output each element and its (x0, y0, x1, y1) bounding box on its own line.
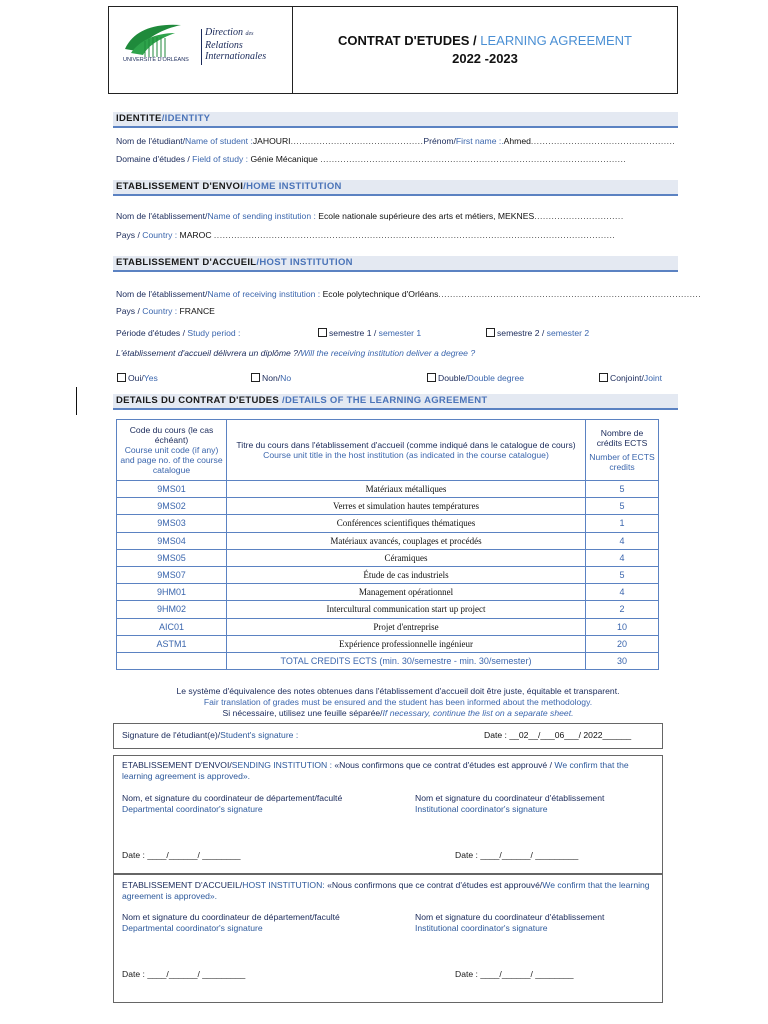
first-name-value[interactable]: Ahmed (503, 136, 531, 146)
non-checkbox[interactable] (251, 373, 260, 382)
course-title[interactable]: Matériaux avancés, couplages et procédés (227, 532, 586, 549)
course-ects[interactable]: 2 (586, 601, 659, 618)
academic-year: 2022 -2023 (452, 51, 518, 66)
sem2-fr: semestre 2 / (497, 328, 547, 338)
host-country-value[interactable]: FRANCE (177, 306, 215, 316)
logo-university-name: UNIVERSITÉ D'ORLÉANS (123, 57, 189, 63)
first-name-label-fr: Prénom/ (423, 136, 456, 146)
non-fr: Non/ (262, 373, 281, 383)
sending-heading-en: SENDING INSTITUTION : (231, 760, 335, 770)
degree-question (116, 348, 475, 358)
home-country-label-fr: Pays / (116, 230, 143, 240)
degree-joint-option[interactable] (599, 373, 662, 383)
col-title-fr: Titre du cours dans l'établissement d'accueil (comme indiqué dans le catalogue de cours) (236, 440, 576, 450)
host-country-label-en: Country : (142, 306, 178, 316)
sending-inst-en: Institutional coordinator's signature (415, 804, 548, 814)
receiving-statement-fr: «Nous confirmons que ce contrat d'études est approuvé/ (327, 880, 543, 890)
receiving-heading-fr: ETABLISSEMENT D'ACCUEIL/ (122, 880, 243, 890)
course-row (117, 618, 659, 635)
receiving-institution-row: Nom de l'établissement/Name of receiving institution : Ecole polytechnique d'Orléans........................................................................................... (116, 289, 702, 299)
logo-line2: Relations (205, 40, 243, 51)
course-row (117, 635, 659, 652)
sending-inst-label-fr: Nom de l'établissement/ (116, 211, 208, 221)
logo-mark-icon (123, 19, 193, 59)
oui-en: Yes (143, 373, 158, 383)
receiving-inst-label-en: Name of receiving institution : (207, 289, 321, 299)
home-heading-en: /HOME INSTITUTION (243, 181, 342, 192)
col-ects-fr: Nombre de crédits ECTS (596, 428, 648, 448)
details-heading (113, 394, 678, 410)
course-code[interactable]: 9HM01 (117, 584, 227, 601)
semester2-option[interactable] (486, 328, 589, 338)
note-line3-fr: Si nécessaire, utilisez une feuille séparée/ (222, 708, 383, 718)
sending-institution-row: Nom de l'établissement/Name of sending institution : Ecole nationale supérieure des arts et métiers, MEKNES............................... (116, 211, 624, 221)
course-row (117, 515, 659, 532)
degree-question-fr: L'établissement d'accueil délivrera un diplôme ?/ (116, 348, 301, 358)
sending-inst-fr: Nom et signature du coordinateur d'établissement (415, 793, 605, 803)
home-country-label-en: Country : (142, 230, 178, 240)
course-ects[interactable]: 4 (586, 549, 659, 566)
courses-table-header (117, 420, 659, 481)
document-title (293, 7, 677, 93)
sem2-en: semester 2 (546, 328, 590, 338)
sending-date-dept[interactable]: Date : ____/______/ ________ (122, 850, 241, 860)
student-name-value[interactable]: JAHOURI (252, 136, 291, 146)
identity-heading-en: /IDENTITY (161, 113, 211, 124)
receiving-date-dept[interactable]: Date : ____/______/ _________ (122, 969, 246, 979)
oui-checkbox[interactable] (117, 373, 126, 382)
degree-double-option[interactable] (427, 373, 524, 383)
total-value: 30 (586, 652, 659, 669)
field-label-fr: Domaine d'études / (116, 154, 193, 164)
degree-oui-option[interactable] (117, 373, 158, 383)
course-row (117, 601, 659, 618)
text-cursor (76, 387, 77, 415)
sending-heading-fr: ETABLISSEMENT D'ENVOI/ (122, 760, 232, 770)
oui-fr: Oui/ (128, 373, 144, 383)
name-label-fr: Nom de l'étudiant/ (116, 136, 185, 146)
semester1-option[interactable] (318, 328, 421, 338)
course-code[interactable]: 9MS04 (117, 532, 227, 549)
sending-dept-fr: Nom, et signature du coordinateur de département/faculté (122, 793, 343, 803)
receiving-inst-label-fr: Nom de l'établissement/ (116, 289, 208, 299)
joint-fr: Conjoint/ (610, 373, 644, 383)
course-ects[interactable]: 5 (586, 498, 659, 515)
note-line2: Fair translation of grades must be ensured and the student has been informed about the methodology. (203, 697, 593, 707)
receiving-statement-en: We confirm that the learning agreement is approved». (122, 880, 650, 901)
course-code[interactable]: 9HM02 (117, 601, 227, 618)
note-line3 (113, 708, 683, 719)
sending-statement-fr: «Nous confirmons que ce contrat d'études est approuvé / (334, 760, 555, 770)
details-heading-en: /DETAILS OF THE LEARNING AGREEMENT (282, 395, 488, 406)
student-name-row: Nom de l'étudiant/Name of student :JAHOURI..............................................Prénom/First name :.Ahmed.................................................. (116, 136, 676, 146)
logo-line3: Internationales (205, 51, 267, 62)
course-code[interactable]: 9MS05 (117, 549, 227, 566)
period-label-en: Study period : (187, 328, 241, 338)
semester1-checkbox[interactable] (318, 328, 327, 337)
field-label-en: Field of study : (192, 154, 249, 164)
course-title[interactable]: Matériaux métalliques (227, 481, 586, 498)
home-heading-fr: ETABLISSEMENT D'ENVOI (116, 181, 244, 192)
sending-institution-value[interactable]: Ecole nationale supérieure des arts et métiers, MEKNES (315, 211, 535, 221)
course-title[interactable]: Céramiques (227, 549, 586, 566)
col-ects-en: Number of ECTS credits (589, 452, 655, 472)
identity-heading (113, 112, 678, 128)
course-code[interactable]: 9MS07 (117, 566, 227, 583)
course-code[interactable]: 9MS02 (117, 498, 227, 515)
course-code[interactable]: 9MS01 (117, 481, 227, 498)
course-row (117, 532, 659, 549)
student-signature-box (113, 723, 663, 749)
col-title-en: Course unit title in the host institution (as indicated in the course catalogue) (263, 450, 549, 460)
period-label-fr: Période d'études / (116, 328, 188, 338)
degree-non-option[interactable] (251, 373, 291, 383)
document-header (108, 6, 678, 94)
course-code[interactable]: AIC01 (117, 618, 227, 635)
host-heading-fr: ETABLISSEMENT D'ACCUEIL (116, 257, 257, 268)
home-institution-heading (113, 180, 678, 196)
course-title[interactable]: Management opérationnel (227, 584, 586, 601)
logo-line1: Direction (205, 27, 243, 38)
course-row (117, 584, 659, 601)
course-ects[interactable]: 4 (586, 584, 659, 601)
receiving-dept-en: Departmental coordinator's signature (122, 923, 263, 933)
host-country-row (116, 306, 215, 316)
first-name-label-en: First name :. (455, 136, 504, 146)
sem1-fr: semestre 1 / (329, 328, 379, 338)
field-of-study-value[interactable]: Génie Mécanique (248, 154, 318, 164)
sending-date-inst[interactable]: Date : ____/______/ _________ (455, 850, 579, 860)
details-heading-fr: DETAILS DU CONTRAT D'ETUDES (116, 395, 282, 406)
note-line3-en: If necessary, continue the list on a separate sheet. (382, 708, 574, 718)
field-of-study-row: Domaine d'études / Field of study : Génie Mécanique .......................................................................................................... (116, 154, 627, 164)
course-title[interactable]: Étude de cas industriels (227, 566, 586, 583)
sem1-en: semester 1 (378, 328, 422, 338)
receiving-date-inst[interactable]: Date : ____/______/ ________ (455, 969, 574, 979)
identity-heading-fr: IDENTITE (116, 113, 162, 124)
degree-question-en: Will the receiving institution deliver a degree ? (300, 348, 476, 358)
course-title[interactable]: Verres et simulation hautes températures (227, 498, 586, 515)
title-en: LEARNING AGREEMENT (480, 33, 632, 48)
home-country-value[interactable]: MAROC (177, 230, 212, 240)
course-ects[interactable]: 20 (586, 635, 659, 652)
joint-en: Joint (643, 373, 663, 383)
sending-inst-label-en: Name of sending institution : (207, 211, 316, 221)
receiving-statement (122, 880, 652, 902)
course-title[interactable]: Expérience professionnelle ingénieur (227, 635, 586, 652)
course-title[interactable]: Intercultural communication start up project (227, 601, 586, 618)
double-en: Double degree (467, 373, 525, 383)
note-line1: Le système d'équivalence des notes obtenues dans l'établissement d'accueil doit être juste, équitable et transparent. (176, 686, 620, 696)
course-row (117, 481, 659, 498)
receiving-dept-fr: Nom et signature du coordinateur de département/faculté (122, 912, 340, 922)
double-checkbox[interactable] (427, 373, 436, 382)
col-code-fr: Code du cours (le cas échéant) (129, 425, 214, 445)
title-fr: CONTRAT D'ETUDES / (338, 33, 477, 48)
total-label: TOTAL CREDITS ECTS (min. 30/semestre - min. 30/semester) (227, 652, 586, 669)
student-sig-en: Student's signature : (220, 730, 299, 740)
course-row (117, 566, 659, 583)
student-signature-label[interactable] (122, 730, 298, 740)
course-ects[interactable]: 1 (586, 515, 659, 532)
col-code-en: Course unit code (if any) and page no. of the course catalogue (120, 445, 223, 475)
sending-statement (122, 760, 652, 782)
receiving-heading-en: HOST INSTITUTION: (242, 880, 328, 890)
host-institution-heading (113, 256, 678, 272)
receiving-approval-box (113, 873, 663, 1003)
receiving-inst-en: Institutional coordinator's signature (415, 923, 548, 933)
course-row (117, 549, 659, 566)
receiving-institution-value[interactable]: Ecole polytechnique d'Orléans (320, 289, 439, 299)
course-title[interactable]: Projet d'entreprise (227, 618, 586, 635)
receiving-inst-fr: Nom et signature du coordinateur d'établissement (415, 912, 605, 922)
sending-dept-en: Departmental coordinator's signature (122, 804, 263, 814)
student-sig-fr: Signature de l'étudiant(e)/ (122, 730, 221, 740)
course-code[interactable]: ASTM1 (117, 635, 227, 652)
course-ects[interactable]: 5 (586, 566, 659, 583)
host-heading-en: /HOST INSTITUTION (256, 257, 353, 268)
host-country-label-fr: Pays / (116, 306, 143, 316)
logo-line1b: des (245, 31, 254, 37)
study-period-row (116, 328, 240, 338)
home-country-row: Pays / Country : MAROC ........................................................................................................................................... (116, 230, 616, 240)
course-row (117, 498, 659, 515)
course-ects[interactable]: 10 (586, 618, 659, 635)
student-signature-date[interactable]: Date : __02__/___06___/ 2022______ (484, 730, 632, 740)
non-en: No (280, 373, 292, 383)
sending-statement-en: We confirm that the learning agreement is approved». (122, 760, 629, 781)
name-label-en: Name of student : (185, 136, 253, 146)
course-title[interactable]: Conférences scientifiques thématiques (227, 515, 586, 532)
course-code[interactable]: 9MS03 (117, 515, 227, 532)
course-ects[interactable]: 4 (586, 532, 659, 549)
total-row (117, 652, 659, 669)
double-fr: Double/ (438, 373, 468, 383)
semester2-checkbox[interactable] (486, 328, 495, 337)
course-ects[interactable]: 5 (586, 481, 659, 498)
courses-table (116, 419, 659, 670)
university-logo (109, 7, 293, 93)
joint-checkbox[interactable] (599, 373, 608, 382)
sending-approval-box (113, 755, 663, 875)
